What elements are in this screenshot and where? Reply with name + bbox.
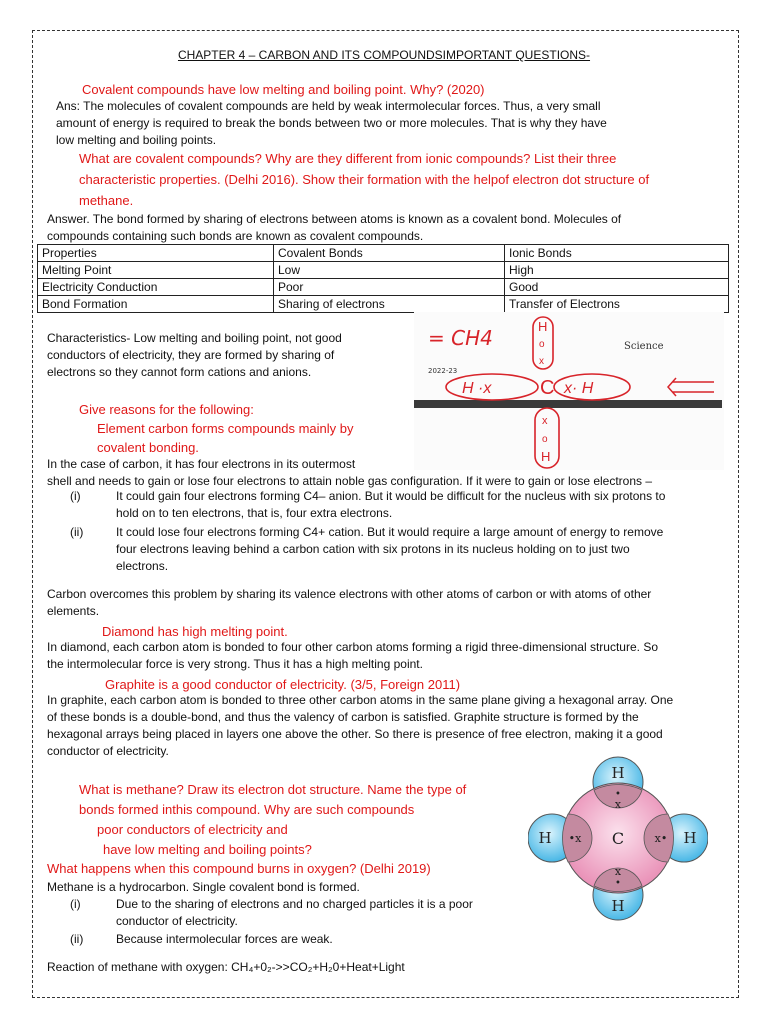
list-item (70, 524, 720, 578)
overcome-text (47, 586, 651, 620)
shared-top-marks: • (615, 789, 621, 800)
answer-diamond (47, 639, 658, 673)
notes-science-label: Science (624, 341, 664, 352)
hydrogen-left-label: H (538, 829, 552, 847)
answer-line: compounds containing such bonds are known as covalent compounds. (47, 229, 424, 243)
list-line: four electrons leaving behind a carbon cation with six protons in its nucleus holding on to just two (116, 542, 630, 556)
answer-line: Answer. The bond formed by sharing of electrons between atoms is known as a covalent bond. Molecules of (47, 212, 622, 226)
answer-line: In diamond, each carbon atom is bonded to four other carbon atoms forming a rigid three-dimensional structure. So (47, 640, 658, 654)
hydrogen-right-label: H (683, 829, 697, 847)
shared-top-marks: x (614, 798, 622, 811)
list-body (116, 524, 663, 575)
question-line: bonds formed inthis compound. Why are such compounds (79, 802, 415, 817)
shared-bottom-marks: • (615, 878, 621, 889)
notes-top-formula: = CH4 (428, 326, 493, 350)
text-line: conductors of electricity, they are formed by sharing of (47, 348, 335, 362)
list-item (70, 896, 520, 932)
question-line: What happens when this compound burns in oxygen? (Delhi 2019) (47, 861, 431, 876)
table-cell: Bond Formation (38, 296, 274, 313)
question-line: have low melting and boiling points? (103, 842, 312, 857)
list-line: electrons. (116, 559, 169, 573)
table-cell: Transfer of Electrons (505, 296, 729, 313)
answer-methane: Methane is a hydrocarbon. Single covalent bond is formed. (47, 880, 360, 894)
carbon-label: C (611, 829, 625, 848)
notes-bottom-x: x (542, 415, 548, 427)
notes-left-group: H ·x (462, 380, 492, 397)
question-methane (47, 780, 466, 877)
text-line: Carbon overcomes this problem by sharing its valence electrons with other atoms of carbon or with atoms of other (47, 587, 652, 601)
table-cell: Sharing of electrons (274, 296, 505, 313)
answer-line: Ans: The molecules of covalent compounds are held by weak intermolecular forces. Thus, a very small (56, 99, 601, 113)
answer-covalent-melting (56, 98, 607, 149)
notes-top-h: H (538, 319, 548, 334)
answer-line: conductor of electricity. (47, 744, 169, 758)
question-reasons (79, 400, 354, 457)
notes-center-c: C (540, 377, 555, 399)
list-number: (i) (70, 897, 81, 911)
list-line: It could lose four electrons forming C4+ cation. But it would require a large amount of energy to remove (116, 525, 664, 539)
notes-year-label: 2022-23 (428, 367, 458, 375)
notes-bottom-h: H (541, 449, 551, 464)
list-line: Because intermolecular forces are weak. (116, 932, 333, 946)
list-number: (ii) (70, 932, 84, 946)
list-body (116, 931, 333, 948)
list-item (70, 931, 520, 949)
notes-right-group: x· H (564, 380, 594, 397)
question-line: Give reasons for the following: (79, 402, 254, 417)
table-cell: High (505, 262, 729, 279)
question-line: characteristic properties. (Delhi 2016). Show their formation with the helpof electron dot structure of (79, 172, 650, 187)
question-line: What are covalent compounds? Why are they different from ionic compounds? List their three (79, 151, 617, 166)
answer-line: In graphite, each carbon atom is bonded to three other carbon atoms in the same plane giving a hexagonal array. One (47, 693, 674, 707)
answer-line: amount of energy is required to break the bonds between two or more molecules. That is why they have (56, 116, 607, 130)
characteristics-text (47, 330, 342, 381)
question-covalent-melting: Covalent compounds have low melting and boiling point. Why? (2020) (82, 82, 485, 97)
handwritten-notes-image (414, 312, 724, 470)
methane-electron-dot-diagram (528, 756, 708, 922)
notes-dark-bar (414, 400, 722, 408)
answer-covalent-compounds (47, 211, 621, 245)
shared-left-marks: •x (568, 832, 582, 845)
list-line: conductor of electricity. (116, 914, 238, 928)
question-diamond: Diamond has high melting point. (102, 624, 288, 639)
table-row (38, 262, 729, 279)
table-row (38, 279, 729, 296)
hydrogen-top-label: H (611, 764, 625, 782)
table-header-cell: Covalent Bonds (274, 245, 505, 262)
question-line: methane. (79, 193, 134, 208)
answer-line: the intermolecular force is very strong. Thus it has a high melting point. (47, 657, 423, 671)
question-covalent-compounds (79, 148, 649, 211)
notes-top-dot: o (539, 339, 545, 350)
table-cell: Electricity Conduction (38, 279, 274, 296)
list-number: (ii) (70, 525, 84, 539)
answer-line: of these bonds is a double-bond, and thus the valency of carbon is satisfied. Graphite structure is formed by the (47, 710, 639, 724)
question-graphite: Graphite is a good conductor of electricity. (3/5, Foreign 2011) (105, 677, 461, 692)
answer-carbon-bonding (47, 456, 652, 490)
question-line: covalent bonding. (97, 440, 199, 455)
shared-right-marks: x• (654, 832, 668, 845)
notes-bottom-dot: o (542, 434, 548, 445)
page-title: CHAPTER 4 – CARBON AND ITS COMPOUNDSIMPORTANT QUESTIONS- (177, 48, 591, 62)
table-cell: Good (505, 279, 729, 296)
question-line: poor conductors of electricity and (97, 822, 288, 837)
list-line: Due to the sharing of electrons and no charged particles it is a poor (116, 897, 473, 911)
list-item (70, 488, 720, 528)
shared-bottom-marks: x (614, 865, 622, 878)
table-row (38, 296, 729, 313)
answer-line: shell and needs to gain or lose four electrons to attain noble gas configuration. If it were to gain or lose electrons – (47, 474, 653, 488)
table-header-row (38, 245, 729, 262)
list-line: hold on to ten electrons, that is, four extra electrons. (116, 506, 393, 520)
answer-line: In the case of carbon, it has four electrons in its outermost (47, 457, 356, 471)
properties-table (37, 244, 729, 313)
hydrogen-bottom-label: H (611, 897, 625, 915)
list-line: It could gain four electrons forming C4– anion. But it would be difficult for the nucleus with six protons to (116, 489, 666, 503)
text-line: electrons so they cannot form cations and anions. (47, 365, 312, 379)
answer-graphite (47, 692, 673, 760)
answer-line: low melting and boiling points. (56, 133, 217, 147)
table-header-cell: Ionic Bonds (505, 245, 729, 262)
table-cell: Melting Point (38, 262, 274, 279)
list-body (116, 488, 665, 522)
text-line: Characteristics- Low melting and boiling point, not good (47, 331, 342, 345)
notes-top-x: x (539, 356, 544, 367)
reaction-text: Reaction of methane with oxygen: CH₄+0₂->>CO₂+H₂0+Heat+Light (47, 960, 405, 974)
list-body (116, 896, 473, 930)
table-cell: Low (274, 262, 505, 279)
table-header-cell: Properties (38, 245, 274, 262)
answer-line: hexagonal arrays being placed in layers one above the other. So there is presence of free electron, making it a good (47, 727, 663, 741)
text-line: elements. (47, 604, 100, 618)
table-cell: Poor (274, 279, 505, 296)
question-line: Element carbon forms compounds mainly by (97, 421, 354, 436)
list-number: (i) (70, 489, 81, 503)
question-line: What is methane? Draw its electron dot structure. Name the type of (79, 782, 467, 797)
